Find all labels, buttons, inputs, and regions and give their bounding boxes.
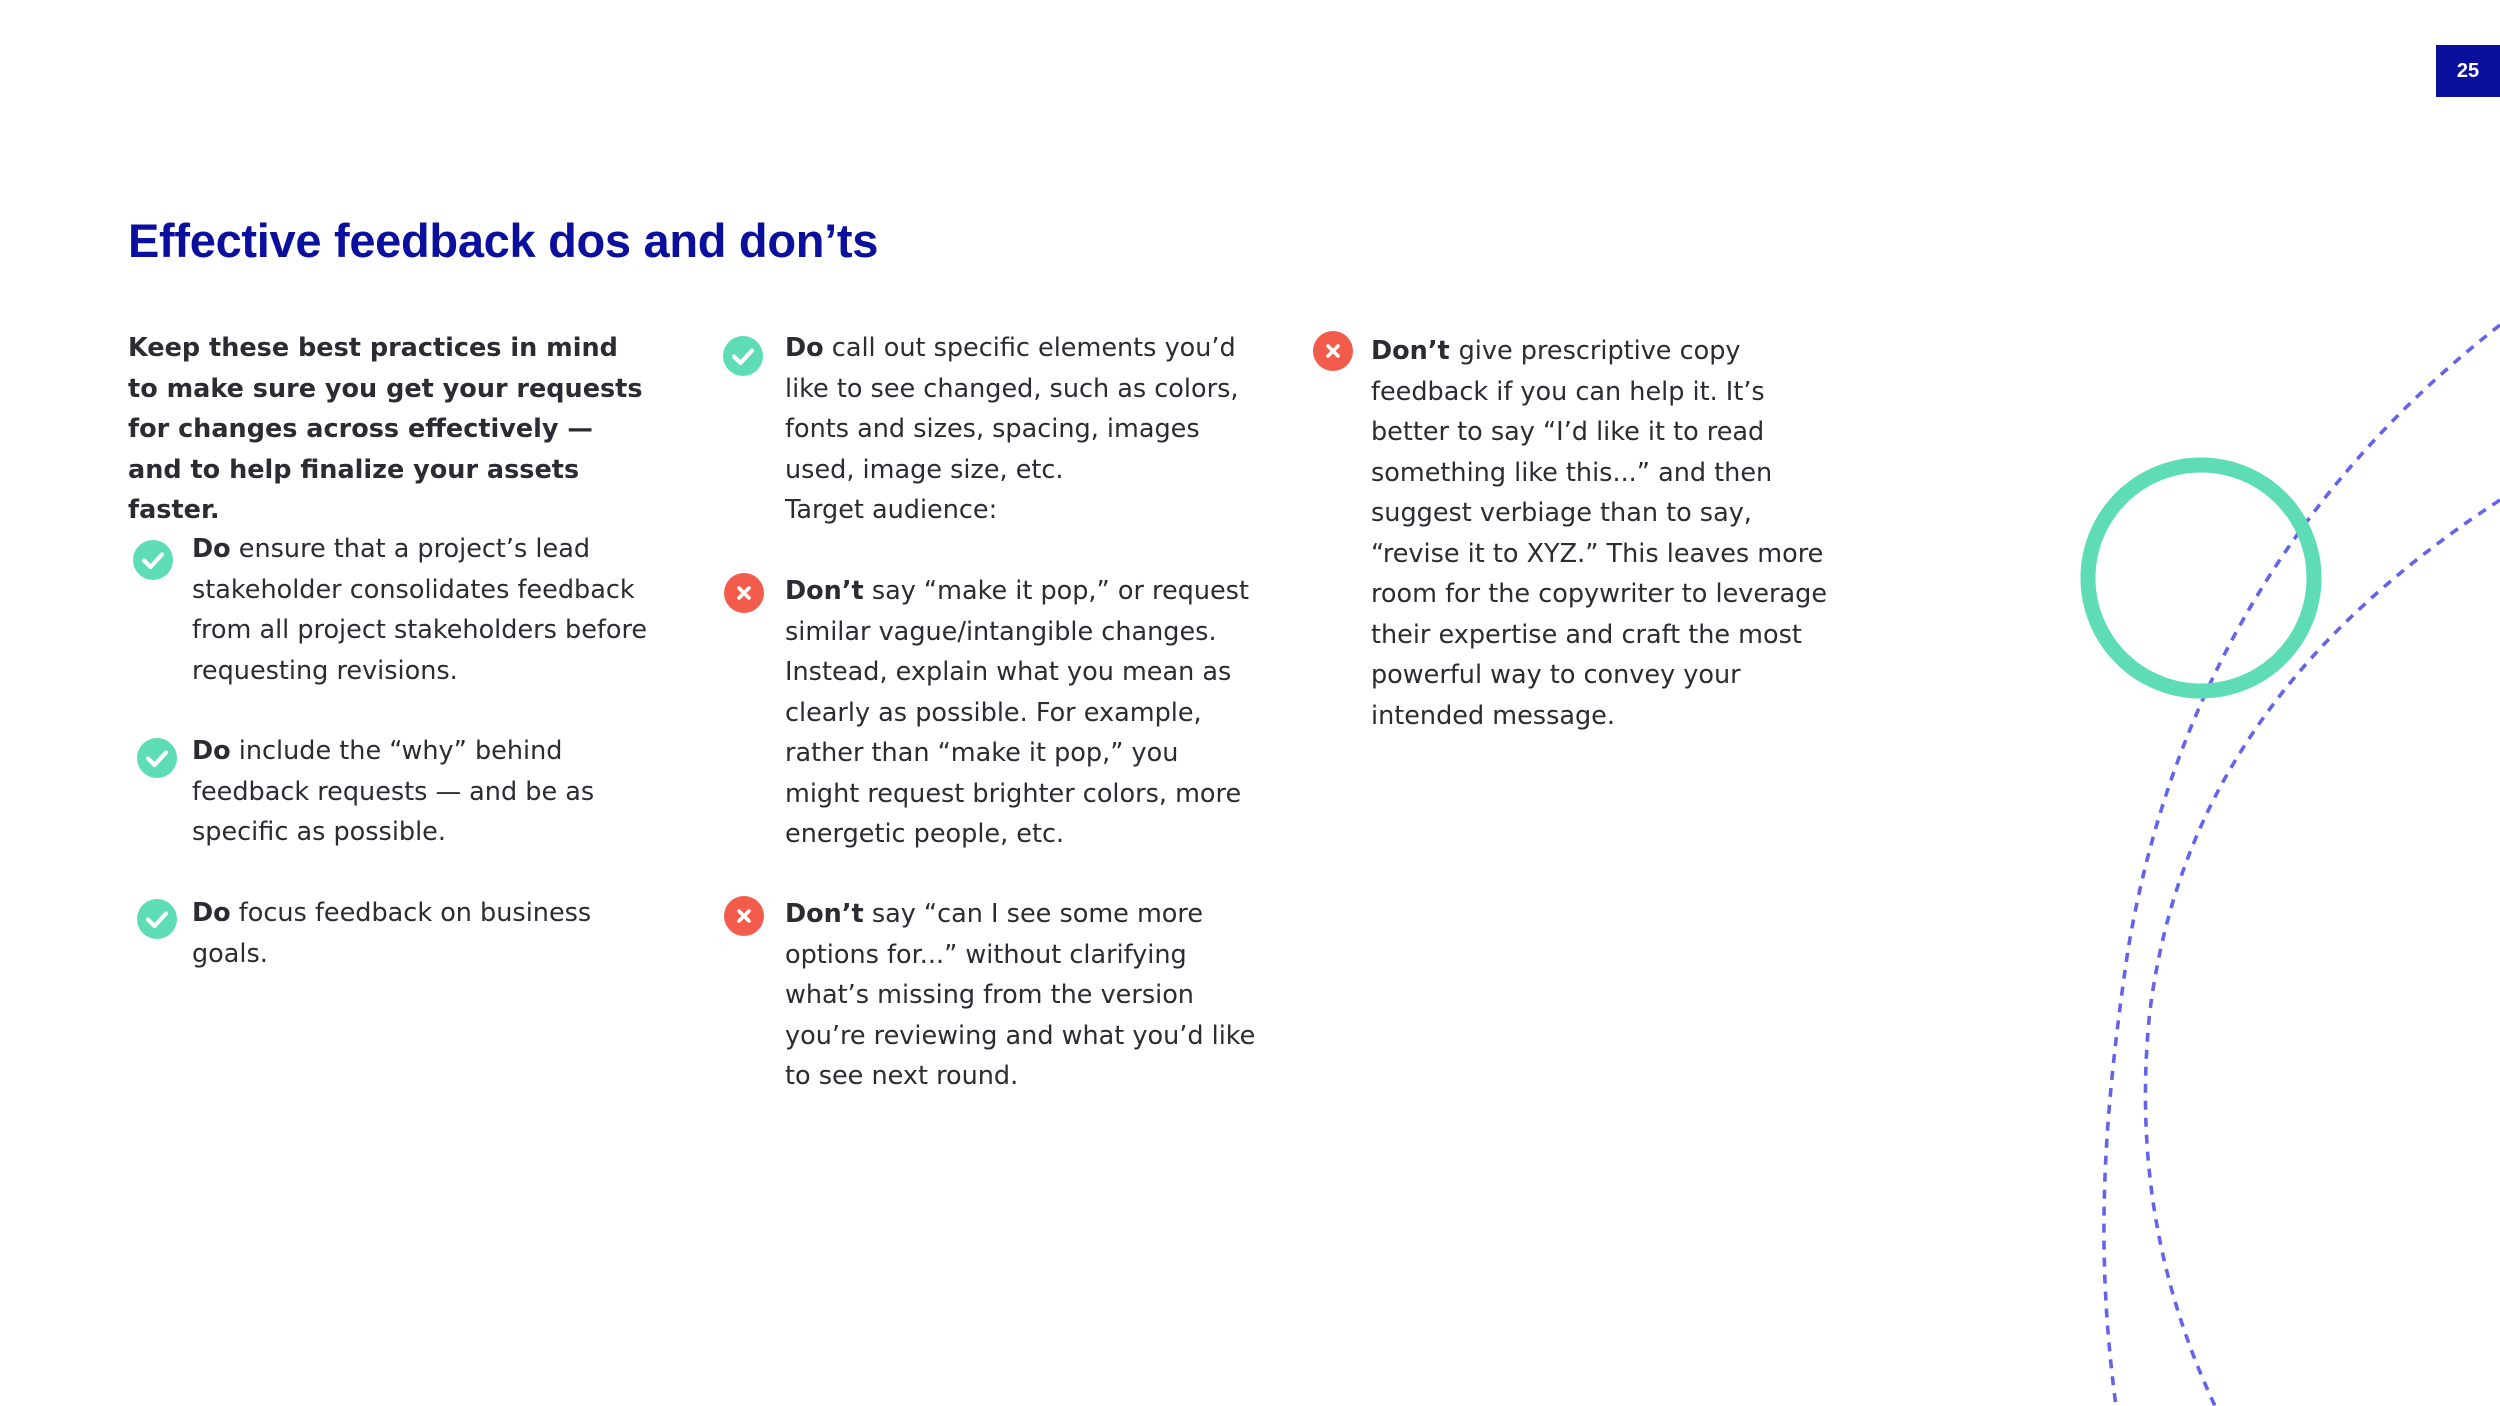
item-lead: Do [192,898,231,928]
item-lead: Don’t [785,899,864,929]
dashed-arc-inner [2145,500,2500,1406]
item-lead: Don’t [1371,336,1459,366]
item-text: say “make it pop,” or request similar vague/intangible changes. Instead, explain what you mean as clearly as possible. For example, rather than “make it pop,” you might request brighter colors, more energetic people, etc. [785,576,1249,849]
item-text: say “can I see some more options for...” without clarifying what’s missing from the version you’re reviewing and what you’d like to see next round. [785,899,1256,1091]
item-lead: Don’t [785,576,864,606]
item-text: ensure that a project’s lead stakeholder consolidates feedback from all project stakeholders before requesting revisions. [192,534,648,686]
item-text: include the “why” behind feedback requests — and be as specific as possible. [192,736,595,847]
item-lead: Do [192,736,231,766]
page-number-badge: 25 [2436,45,2500,97]
green-ring [2088,465,2314,691]
item-text: focus feedback on business goals. [192,898,592,969]
item-text: call out specific elements you’d like to see changed, such as colors, fonts and sizes, spacing, images used, image size, etc. [785,333,1239,485]
item-extra-line: Target audience: [785,495,998,525]
item-lead: Do [785,333,824,363]
dashed-arc-outer [2104,325,2500,1406]
page-title: Effective feedback dos and don’ts [128,214,879,267]
item-lead: Do [192,534,231,564]
item-text: give prescriptive copy feedback if you can help it. It’s better to say “I’d like it to read something like this...” and then suggest verbiage than to say, “revise it to XYZ.” This leaves more room for the copywriter to leverage their expertise and craft the most powerful way to convey your intended message. [1371,336,1828,731]
intro-paragraph: Keep these best practices in mind to make sure you get your requests for changes across effectively — and to help finalize your assets faster. [128,333,643,525]
